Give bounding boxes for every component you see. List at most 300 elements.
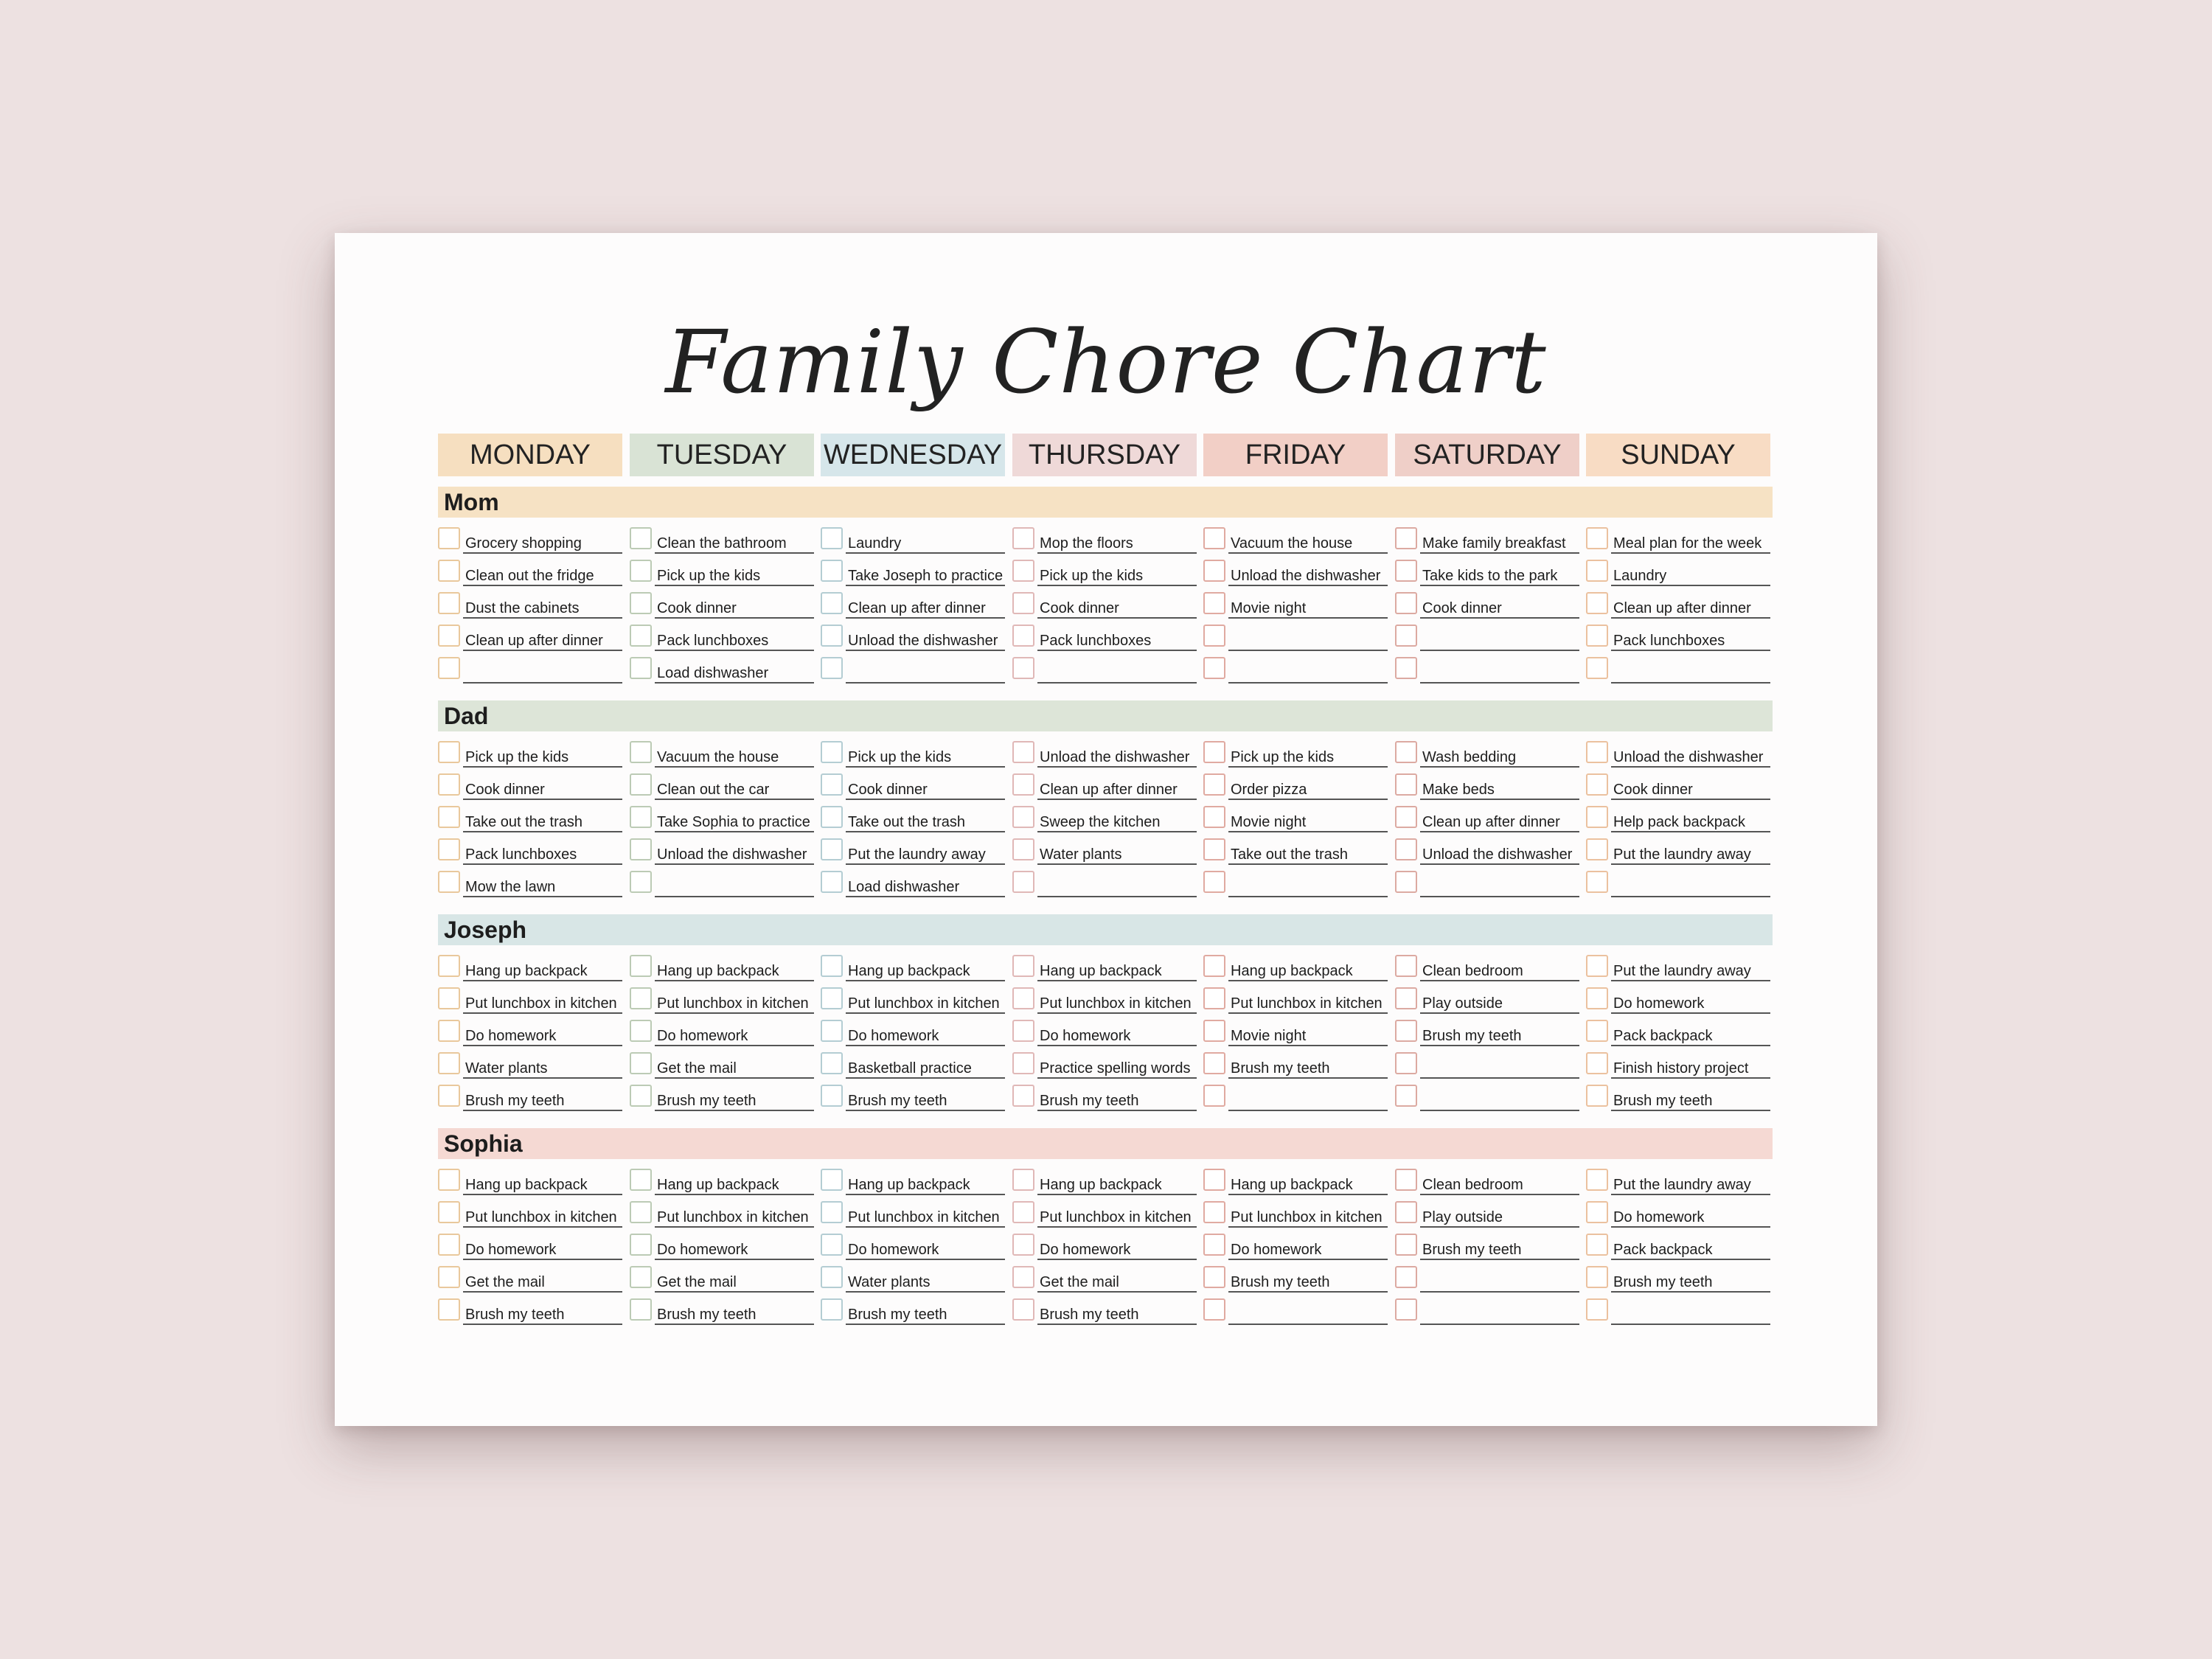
chore-label: Put lunchbox in kitchen: [465, 1209, 617, 1225]
chore-row: [1586, 803, 1770, 832]
chore-label: Sweep the kitchen: [1040, 814, 1161, 830]
chore-label: Pack lunchboxes: [465, 846, 577, 863]
chore-row: [1203, 1231, 1388, 1260]
chore-checkbox[interactable]: [1395, 806, 1417, 828]
chore-writing-line: [655, 766, 814, 768]
chore-checkbox[interactable]: [1586, 987, 1608, 1009]
chore-checkbox[interactable]: [438, 1298, 460, 1321]
chore-label: Put lunchbox in kitchen: [657, 995, 809, 1012]
chore-checkbox[interactable]: [821, 1298, 843, 1321]
chore-row: [630, 1017, 814, 1046]
chore-checkbox[interactable]: [438, 741, 460, 763]
chore-writing-line: [655, 980, 814, 981]
chore-label: Dust the cabinets: [465, 600, 580, 616]
chore-row: [1586, 771, 1770, 800]
chore-writing-line: [1228, 1077, 1388, 1079]
chore-checkbox[interactable]: [1395, 527, 1417, 549]
chore-writing-line: [846, 863, 1005, 865]
chore-checkbox[interactable]: [438, 625, 460, 647]
member-band-sophia: [438, 1128, 1773, 1159]
chore-writing-line: [1228, 1194, 1388, 1195]
chore-writing-line: [1611, 863, 1770, 865]
chore-checkbox[interactable]: [438, 1020, 460, 1042]
chore-checkbox[interactable]: [1012, 1085, 1034, 1107]
chore-checkbox[interactable]: [1012, 1298, 1034, 1321]
chore-checkbox[interactable]: [630, 625, 652, 647]
chore-checkbox[interactable]: [630, 741, 652, 763]
chore-checkbox[interactable]: [630, 657, 652, 679]
chore-checkbox[interactable]: [438, 560, 460, 582]
chore-label: Do homework: [1040, 1028, 1131, 1044]
chore-checkbox[interactable]: [1012, 838, 1034, 860]
chore-row: [821, 1198, 1005, 1228]
chore-label: Cook dinner: [1040, 600, 1119, 616]
chore-checkbox[interactable]: [1395, 838, 1417, 860]
chore-writing-line: [655, 799, 814, 800]
chore-checkbox[interactable]: [630, 1266, 652, 1288]
chore-checkbox[interactable]: [1395, 773, 1417, 796]
chore-writing-line: [1228, 831, 1388, 832]
chore-row: [630, 1082, 814, 1111]
chore-checkbox[interactable]: [821, 871, 843, 893]
day-header-monday: MONDAY: [438, 434, 622, 476]
chore-row: [1203, 984, 1388, 1014]
chore-row: [821, 589, 1005, 619]
chore-row: [438, 622, 622, 651]
chore-row: [630, 835, 814, 865]
chore-checkbox[interactable]: [630, 987, 652, 1009]
chore-checkbox[interactable]: [1395, 625, 1417, 647]
chore-writing-line: [463, 650, 622, 651]
chore-checkbox[interactable]: [438, 1052, 460, 1074]
chore-checkbox[interactable]: [438, 657, 460, 679]
chore-checkbox[interactable]: [438, 1266, 460, 1288]
chore-label: Hang up backpack: [1231, 963, 1353, 979]
chore-label: Do homework: [1040, 1242, 1131, 1258]
chore-checkbox[interactable]: [821, 625, 843, 647]
chore-label: Clean out the fridge: [465, 568, 594, 584]
chore-checkbox[interactable]: [630, 773, 652, 796]
chore-label: Put the laundry away: [848, 846, 986, 863]
chore-writing-line: [463, 896, 622, 897]
chore-writing-line: [1420, 682, 1579, 684]
chore-checkbox[interactable]: [821, 1020, 843, 1042]
chore-checkbox[interactable]: [1012, 657, 1034, 679]
chore-label: Take Joseph to practice: [848, 568, 1004, 584]
chore-writing-line: [655, 1077, 814, 1079]
chore-row: [1395, 771, 1579, 800]
chore-writing-line: [1420, 1077, 1579, 1079]
chore-checkbox[interactable]: [438, 955, 460, 977]
chore-label: Get the mail: [657, 1060, 737, 1077]
chore-writing-line: [1611, 766, 1770, 768]
chore-writing-line: [1228, 980, 1388, 981]
chore-row: [630, 589, 814, 619]
chore-checkbox[interactable]: [630, 871, 652, 893]
chore-checkbox[interactable]: [630, 1169, 652, 1191]
chore-writing-line: [846, 799, 1005, 800]
chore-writing-line: [655, 617, 814, 619]
chore-checkbox[interactable]: [630, 1234, 652, 1256]
chore-label: Put lunchbox in kitchen: [1040, 1209, 1192, 1225]
chore-checkbox[interactable]: [630, 527, 652, 549]
chore-label: Put lunchbox in kitchen: [848, 995, 1000, 1012]
chore-checkbox[interactable]: [630, 806, 652, 828]
chore-writing-line: [1228, 896, 1388, 897]
chore-checkbox[interactable]: [1012, 592, 1034, 614]
chore-checkbox[interactable]: [1012, 773, 1034, 796]
chore-checkbox[interactable]: [1586, 625, 1608, 647]
chore-checkbox[interactable]: [1203, 1020, 1225, 1042]
chore-checkbox[interactable]: [1203, 1052, 1225, 1074]
chore-checkbox[interactable]: [1203, 560, 1225, 582]
chore-row: [1395, 738, 1579, 768]
chore-writing-line: [1420, 1012, 1579, 1014]
chore-checkbox[interactable]: [1395, 1085, 1417, 1107]
chore-checkbox[interactable]: [1395, 657, 1417, 679]
chore-row: [438, 557, 622, 586]
chore-row: [438, 589, 622, 619]
chore-writing-line: [463, 552, 622, 554]
chore-writing-line: [846, 552, 1005, 554]
chore-checkbox[interactable]: [1395, 741, 1417, 763]
member-band-mom: [438, 487, 1773, 518]
chore-row: [1203, 952, 1388, 981]
chore-writing-line: [1037, 1012, 1197, 1014]
chore-checkbox[interactable]: [438, 1234, 460, 1256]
chore-checkbox[interactable]: [1012, 1234, 1034, 1256]
chore-writing-line: [655, 1259, 814, 1260]
chore-row: [821, 868, 1005, 897]
chore-writing-line: [463, 831, 622, 832]
chore-writing-line: [655, 1291, 814, 1293]
chore-label: Clean bedroom: [1422, 1177, 1523, 1193]
chore-row: [1012, 1295, 1197, 1325]
chore-writing-line: [1228, 617, 1388, 619]
chore-checkbox[interactable]: [438, 838, 460, 860]
chore-row: [630, 1166, 814, 1195]
chore-checkbox[interactable]: [630, 1298, 652, 1321]
chore-checkbox[interactable]: [438, 1201, 460, 1223]
chore-row: [1012, 984, 1197, 1014]
member-name: Sophia: [444, 1130, 523, 1157]
chore-checkbox[interactable]: [1203, 838, 1225, 860]
chore-row: [630, 654, 814, 684]
chore-checkbox[interactable]: [1395, 1266, 1417, 1288]
chore-writing-line: [846, 896, 1005, 897]
chore-checkbox[interactable]: [1395, 987, 1417, 1009]
chore-checkbox[interactable]: [1203, 1169, 1225, 1191]
chore-checkbox[interactable]: [821, 955, 843, 977]
chore-checkbox[interactable]: [821, 838, 843, 860]
chore-row: [821, 622, 1005, 651]
chore-row: [1395, 654, 1579, 684]
chore-checkbox[interactable]: [1395, 592, 1417, 614]
chore-checkbox[interactable]: [1012, 1266, 1034, 1288]
chore-checkbox[interactable]: [1395, 871, 1417, 893]
chore-checkbox[interactable]: [821, 1052, 843, 1074]
chore-writing-line: [1611, 1012, 1770, 1014]
chore-checkbox[interactable]: [1203, 1085, 1225, 1107]
chore-checkbox[interactable]: [438, 527, 460, 549]
chore-row: [1012, 589, 1197, 619]
chore-checkbox[interactable]: [1203, 625, 1225, 647]
chore-label: Brush my teeth: [657, 1307, 757, 1323]
chore-label: Brush my teeth: [1613, 1274, 1713, 1290]
chore-checkbox[interactable]: [1203, 527, 1225, 549]
chore-row: [1395, 1263, 1579, 1293]
chore-checkbox[interactable]: [1586, 560, 1608, 582]
chore-checkbox[interactable]: [1586, 871, 1608, 893]
chore-checkbox[interactable]: [630, 1052, 652, 1074]
chore-checkbox[interactable]: [438, 987, 460, 1009]
chore-checkbox[interactable]: [821, 592, 843, 614]
chore-row: [630, 771, 814, 800]
chore-checkbox[interactable]: [1203, 773, 1225, 796]
chore-checkbox[interactable]: [438, 871, 460, 893]
chore-checkbox[interactable]: [438, 773, 460, 796]
chore-writing-line: [463, 799, 622, 800]
chore-checkbox[interactable]: [1012, 806, 1034, 828]
chore-label: Do homework: [848, 1028, 939, 1044]
chore-writing-line: [1420, 1226, 1579, 1228]
chore-label: Cook dinner: [657, 600, 737, 616]
chore-writing-line: [1228, 650, 1388, 651]
chore-writing-line: [1420, 650, 1579, 651]
chore-row: [1395, 1082, 1579, 1111]
chore-label: Pick up the kids: [465, 749, 569, 765]
chore-row: [1203, 1049, 1388, 1079]
chore-label: Clean up after dinner: [465, 633, 603, 649]
chore-writing-line: [1420, 617, 1579, 619]
chore-row: [1203, 1082, 1388, 1111]
chore-checkbox[interactable]: [1586, 1052, 1608, 1074]
chore-label: Hang up backpack: [465, 1177, 588, 1193]
chore-writing-line: [655, 1012, 814, 1014]
chore-row: [1395, 1017, 1579, 1046]
chore-checkbox[interactable]: [438, 592, 460, 614]
chore-checkbox[interactable]: [1203, 1298, 1225, 1321]
chore-label: Get the mail: [465, 1274, 545, 1290]
chore-checkbox[interactable]: [1203, 955, 1225, 977]
chore-checkbox[interactable]: [1395, 1201, 1417, 1223]
chore-row: [1012, 803, 1197, 832]
chore-checkbox[interactable]: [821, 1201, 843, 1223]
chore-writing-line: [655, 552, 814, 554]
chore-row: [821, 654, 1005, 684]
chore-checkbox[interactable]: [1395, 955, 1417, 977]
chore-checkbox[interactable]: [1203, 1266, 1225, 1288]
chore-checkbox[interactable]: [1012, 955, 1034, 977]
chore-label: Hang up backpack: [465, 963, 588, 979]
chore-row: [1012, 952, 1197, 981]
chore-row: [1395, 952, 1579, 981]
chore-checkbox[interactable]: [1203, 987, 1225, 1009]
chore-checkbox[interactable]: [821, 657, 843, 679]
chore-row: [821, 524, 1005, 554]
chore-checkbox[interactable]: [1586, 806, 1608, 828]
chore-checkbox[interactable]: [1586, 1085, 1608, 1107]
chore-row: [1012, 1166, 1197, 1195]
chore-checkbox[interactable]: [821, 527, 843, 549]
chore-label: Make family breakfast: [1422, 535, 1566, 552]
chore-checkbox[interactable]: [1012, 871, 1034, 893]
member-band-dad: [438, 700, 1773, 731]
chore-writing-line: [1037, 1226, 1197, 1228]
chore-label: Laundry: [848, 535, 902, 552]
chore-label: Do homework: [1231, 1242, 1322, 1258]
chore-checkbox[interactable]: [1395, 1169, 1417, 1191]
chore-checkbox[interactable]: [1203, 741, 1225, 763]
chore-label: Put lunchbox in kitchen: [848, 1209, 1000, 1225]
chore-checkbox[interactable]: [1203, 1234, 1225, 1256]
chore-writing-line: [1611, 896, 1770, 897]
chore-checkbox[interactable]: [1012, 741, 1034, 763]
chore-label: Hang up backpack: [657, 1177, 779, 1193]
chore-checkbox[interactable]: [1395, 560, 1417, 582]
chore-label: Unload the dishwasher: [848, 633, 998, 649]
chore-checkbox[interactable]: [1395, 1052, 1417, 1074]
chore-checkbox[interactable]: [821, 806, 843, 828]
chore-writing-line: [463, 1045, 622, 1046]
chore-checkbox[interactable]: [1586, 773, 1608, 796]
chore-label: Unload the dishwasher: [1422, 846, 1573, 863]
chore-writing-line: [1611, 617, 1770, 619]
chore-row: [438, 835, 622, 865]
chore-label: Brush my teeth: [848, 1093, 947, 1109]
chore-checkbox[interactable]: [821, 987, 843, 1009]
chore-row: [821, 738, 1005, 768]
chore-checkbox[interactable]: [1586, 1020, 1608, 1042]
chore-row: [1203, 803, 1388, 832]
chore-row: [1012, 738, 1197, 768]
chore-checkbox[interactable]: [1203, 592, 1225, 614]
chore-row: [821, 1017, 1005, 1046]
chore-checkbox[interactable]: [630, 1085, 652, 1107]
chore-checkbox[interactable]: [1586, 1298, 1608, 1321]
chore-checkbox[interactable]: [821, 773, 843, 796]
chore-checkbox[interactable]: [630, 1201, 652, 1223]
chore-writing-line: [1228, 552, 1388, 554]
chore-checkbox[interactable]: [1203, 871, 1225, 893]
chore-checkbox[interactable]: [1586, 741, 1608, 763]
chore-row: [1586, 984, 1770, 1014]
chore-label: Laundry: [1613, 568, 1667, 584]
chore-checkbox[interactable]: [630, 592, 652, 614]
chore-writing-line: [1611, 1226, 1770, 1228]
chore-checkbox[interactable]: [1012, 625, 1034, 647]
chore-checkbox[interactable]: [1586, 592, 1608, 614]
chore-checkbox[interactable]: [1203, 1201, 1225, 1223]
chore-writing-line: [655, 863, 814, 865]
chore-label: Put lunchbox in kitchen: [1040, 995, 1192, 1012]
chore-row: [1586, 738, 1770, 768]
chore-checkbox[interactable]: [821, 1234, 843, 1256]
chore-row: [1586, 1017, 1770, 1046]
chore-checkbox[interactable]: [1395, 1020, 1417, 1042]
chore-checkbox[interactable]: [1395, 1234, 1417, 1256]
chore-checkbox[interactable]: [630, 1020, 652, 1042]
chore-checkbox[interactable]: [438, 806, 460, 828]
chore-checkbox[interactable]: [1586, 1266, 1608, 1288]
chore-label: Wash bedding: [1422, 749, 1517, 765]
chore-checkbox[interactable]: [1203, 806, 1225, 828]
chore-label: Brush my teeth: [1422, 1242, 1522, 1258]
chore-checkbox[interactable]: [1012, 560, 1034, 582]
chore-writing-line: [1037, 980, 1197, 981]
chore-row: [438, 1263, 622, 1293]
chore-label: Brush my teeth: [1040, 1307, 1139, 1323]
chore-checkbox[interactable]: [1203, 657, 1225, 679]
chore-checkbox[interactable]: [1586, 838, 1608, 860]
chore-label: Pick up the kids: [848, 749, 952, 765]
chore-checkbox[interactable]: [1012, 1169, 1034, 1191]
chore-writing-line: [846, 1045, 1005, 1046]
chore-checkbox[interactable]: [821, 1266, 843, 1288]
chore-checkbox[interactable]: [1586, 1234, 1608, 1256]
chore-checkbox[interactable]: [630, 838, 652, 860]
chore-row: [1395, 557, 1579, 586]
chore-checkbox[interactable]: [438, 1085, 460, 1107]
chore-writing-line: [1037, 552, 1197, 554]
chore-checkbox[interactable]: [630, 955, 652, 977]
chore-checkbox[interactable]: [438, 1169, 460, 1191]
chore-row: [630, 1198, 814, 1228]
chore-row: [1203, 1017, 1388, 1046]
chore-row: [630, 1049, 814, 1079]
chore-row: [1203, 1166, 1388, 1195]
chore-checkbox[interactable]: [821, 741, 843, 763]
chore-label: Do homework: [848, 1242, 939, 1258]
chore-checkbox[interactable]: [821, 1085, 843, 1107]
chore-label: Do homework: [465, 1028, 557, 1044]
chore-checkbox[interactable]: [1012, 1020, 1034, 1042]
chore-writing-line: [1611, 799, 1770, 800]
chore-row: [1586, 557, 1770, 586]
chore-checkbox[interactable]: [1586, 1169, 1608, 1191]
chore-row: [630, 524, 814, 554]
chore-writing-line: [1228, 799, 1388, 800]
chore-row: [1395, 1198, 1579, 1228]
chore-checkbox[interactable]: [821, 1169, 843, 1191]
chore-label: Brush my teeth: [848, 1307, 947, 1323]
chore-label: Clean out the car: [657, 782, 770, 798]
chore-checkbox[interactable]: [1012, 987, 1034, 1009]
chore-writing-line: [1037, 585, 1197, 586]
chore-row: [438, 1295, 622, 1325]
chore-row: [630, 984, 814, 1014]
chore-checkbox[interactable]: [1586, 527, 1608, 549]
chore-label: Unload the dishwasher: [1613, 749, 1764, 765]
chore-checkbox[interactable]: [1012, 1052, 1034, 1074]
chore-writing-line: [846, 1012, 1005, 1014]
chore-checkbox[interactable]: [1586, 657, 1608, 679]
chore-label: Mop the floors: [1040, 535, 1133, 552]
chore-row: [1586, 1082, 1770, 1111]
chore-checkbox[interactable]: [1586, 1201, 1608, 1223]
chore-checkbox[interactable]: [1012, 527, 1034, 549]
chore-row: [1012, 1231, 1197, 1260]
chore-writing-line: [463, 766, 622, 768]
chore-checkbox[interactable]: [821, 560, 843, 582]
chore-row: [1203, 654, 1388, 684]
chore-checkbox[interactable]: [1586, 955, 1608, 977]
chore-writing-line: [1037, 1045, 1197, 1046]
chore-checkbox[interactable]: [1395, 1298, 1417, 1321]
chore-writing-line: [655, 1110, 814, 1111]
chore-checkbox[interactable]: [1012, 1201, 1034, 1223]
chore-checkbox[interactable]: [630, 560, 652, 582]
